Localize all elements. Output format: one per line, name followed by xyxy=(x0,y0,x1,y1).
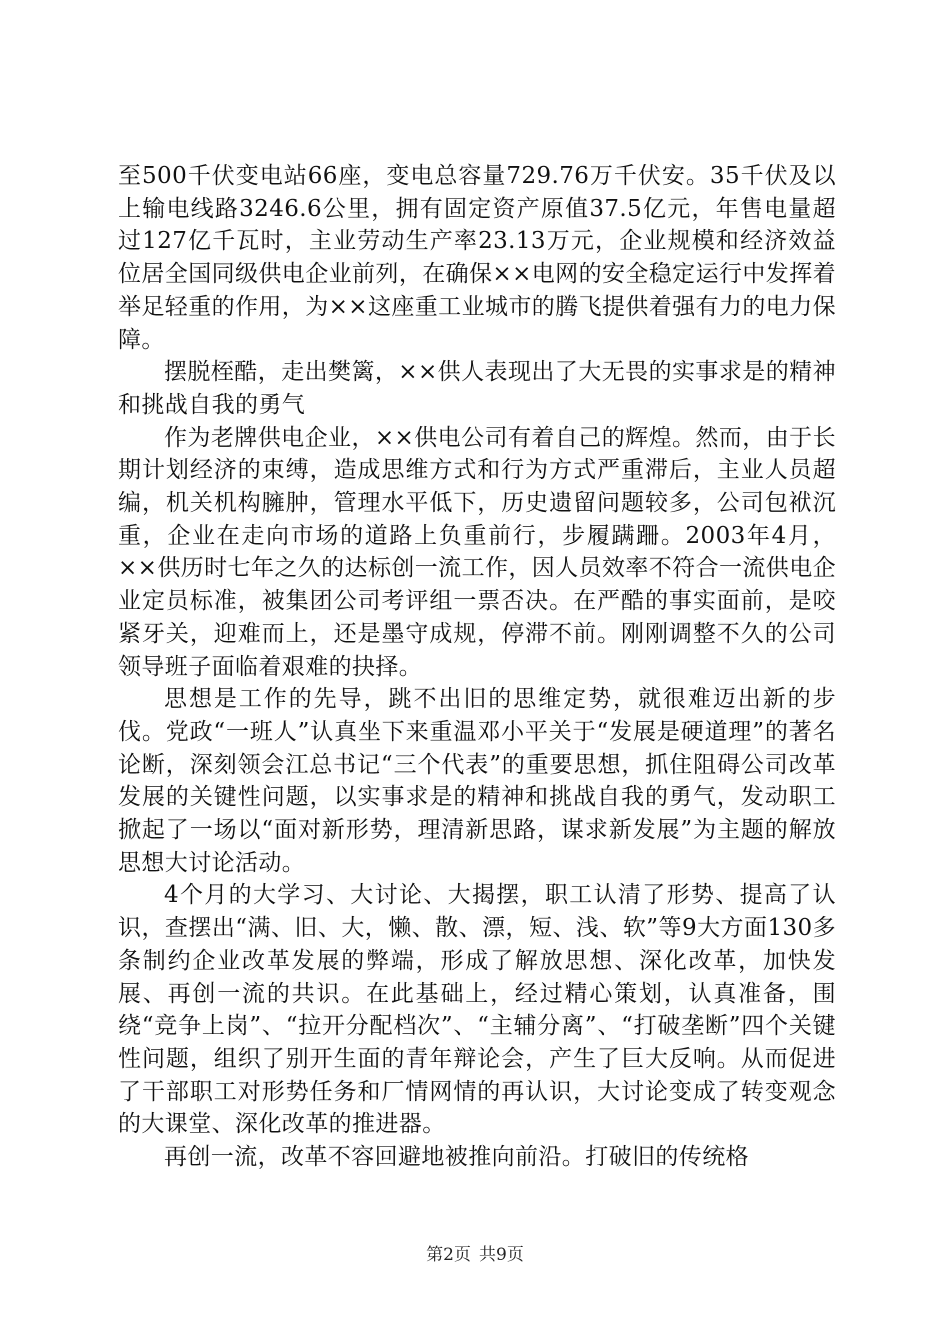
page-total: 共9页 xyxy=(479,1245,524,1265)
paragraph: 摆脱桎酷，走出樊篱，××供人表现出了大无畏的实事求是的精神和挑战自我的勇气 xyxy=(118,359,836,418)
paragraph: 思想是工作的先导，跳不出旧的思维定势，就很难迈出新的步伐。党政“一班人”认真坐下来重温邓小平关于“发展是硬道理”的著名论断，深刻领会江总书记“三个代表”的重要思想，抓住阻碍公司改革发展的关键性问题，以实事求是的精神和挑战自我的勇气，发动职工掀起了一场以“面对新形势，理清新思路，谋求新发展”为主题的解放思想大讨论活动。 xyxy=(118,686,836,876)
document-body xyxy=(118,160,836,1174)
paragraph: 作为老牌供电企业，××供电公司有着自己的辉煌。然而，由于长期计划经济的束缚，造成思维方式和行为方式严重滞后，主业人员超编，机关机构臃肿，管理水平低下，历史遗留问题较多，公司包袱沉重，企业在走向市场的道路上负重前行，步履蹒跚。2003年4月，××供历时七年之久的达标创一流工作，因人员效率不符合一流供电企业定员标准，被集团公司考评组一票否决。在严酷的事实面前，是咬紧牙关，迎难而上，还是墨守成规，停滞不前。刚刚调整不久的公司领导班子面临着艰难的抉择。 xyxy=(118,424,836,680)
paragraph: 4个月的大学习、大讨论、大揭摆，职工认清了形势、提高了认识，查摆出“满、旧、大，懒、散、漂，短、浅、软”等9大方面130多条制约企业改革发展的弊端，形成了解放思想、深化改革，加快发展、再创一流的共识。在此基础上，经过精心策划，认真准备，围绕“竞争上岗”、“拉开分配档次”、“主辅分离”、“打破垄断”四个关键性问题，组织了别开生面的青年辩论会，产生了巨大反响。从而促进了干部职工对形势任务和厂情网情的再认识，大讨论变成了转变观念的大课堂、深化改革的推进器。 xyxy=(118,882,836,1138)
paragraph: 至500千伏变电站66座，变电总容量729.76万千伏安。35千伏及以上输电线路3246.6公里，拥有固定资产原值37.5亿元，年售电量超过127亿千瓦时，主业劳动生产率23.13万元，企业规模和经济效益位居全国同级供电企业前列，在确保××电网的安全稳定运行中发挥着举足轻重的作用，为××这座重工业城市的腾飞提供着强有力的电力保障。 xyxy=(118,163,836,353)
page-number: 第2页 xyxy=(426,1245,471,1265)
paragraph: 再创一流，改革不容回避地被推向前沿。打破旧的传统格 xyxy=(164,1144,749,1171)
page-footer xyxy=(0,1240,950,1265)
